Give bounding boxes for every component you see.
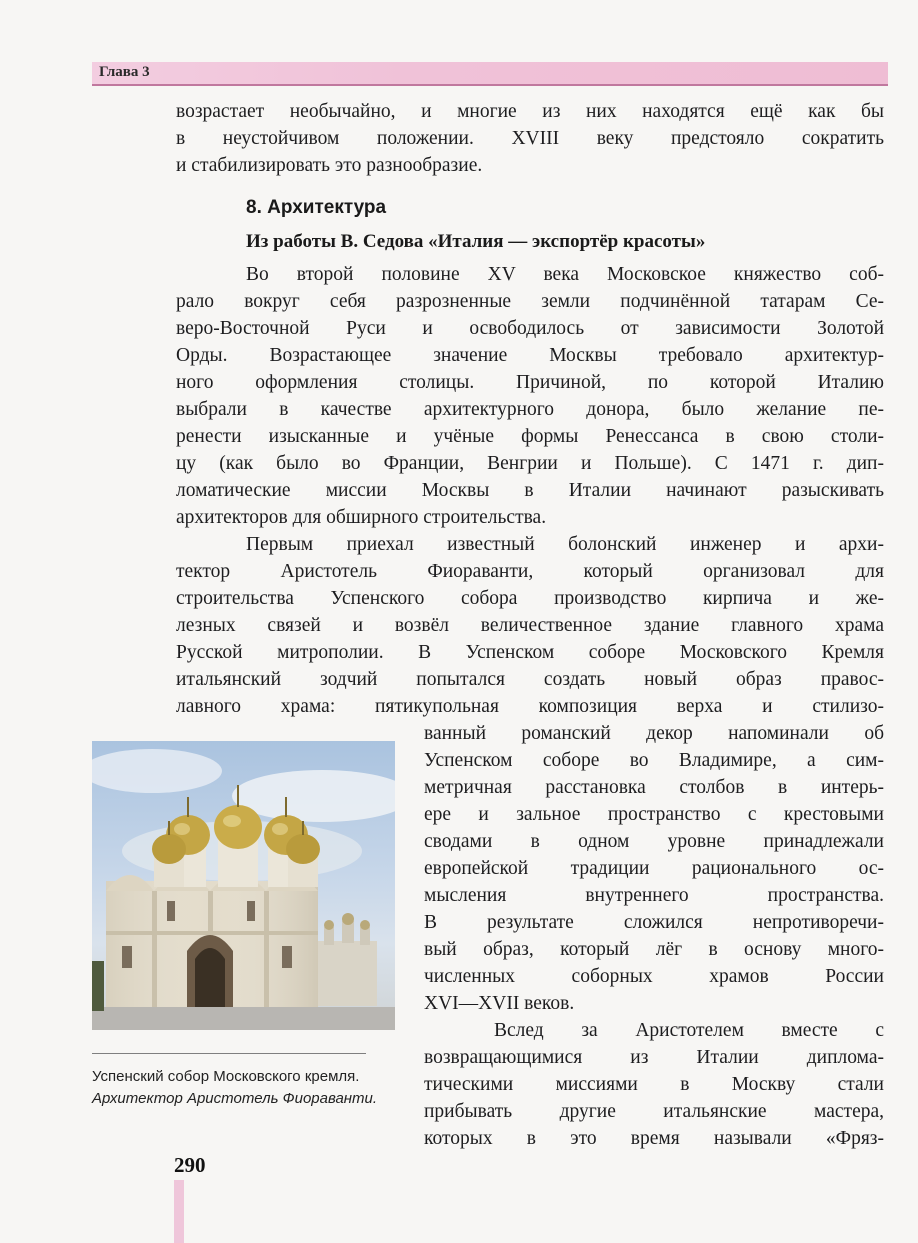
text-line: цу (как было во Франции, Венгрии и Польше). С 1471 г. дип-: [176, 453, 884, 474]
text-line: возвращающимися из Италии диплома-: [424, 1047, 884, 1068]
page-number: 290: [174, 1153, 206, 1177]
caption-italic-text: Архитектор Аристотель Фиораванти.: [92, 1090, 378, 1107]
text-line: вый образ, который лёг в основу много-: [424, 939, 884, 960]
text-line: численных соборных храмов России: [424, 966, 884, 987]
text-line: лезных связей и возвёл величественное здание главного храма: [176, 615, 884, 636]
margin-strip: [174, 1180, 184, 1243]
cathedral-photo: [92, 741, 395, 1030]
text-line: ломатические миссии Москвы в Италии начинают разыскивать: [176, 480, 884, 501]
text-line: тектор Аристотель Фиораванти, который организовал для: [176, 561, 884, 582]
text-line: мысления внутреннего пространства.: [424, 885, 884, 906]
text-line: В результате сложился непротиворечи-: [424, 912, 884, 933]
text-line: Вслед за Аристотелем вместе с: [494, 1020, 884, 1041]
text-line: архитекторов для обширного строительства.: [176, 507, 547, 528]
text-line: ного оформления столицы. Причиной, по которой Италию: [176, 372, 884, 393]
caption-rule: [92, 1053, 366, 1054]
text-line: ванный романский декор напоминали об: [424, 723, 884, 744]
text-line: рало вокруг себя разрозненные земли подчинённой татарам Се-: [176, 291, 884, 312]
text-line: итальянский зодчий попытался создать новый образ правос-: [176, 669, 884, 690]
text-line: и стабилизировать это разнообразие.: [176, 155, 483, 176]
caption-text: Успенский собор Московского кремля.: [92, 1068, 360, 1085]
text-line: Русской митрополии. В Успенском соборе Московского Кремля: [176, 642, 884, 663]
text-line: метричная расстановка столбов в интерь-: [424, 777, 884, 798]
figure-caption: [92, 1066, 392, 1110]
text-line: сводами в одном уровне принадлежали: [424, 831, 884, 852]
text-line: Первым приехал известный болонский инженер и архи-: [246, 534, 884, 555]
text-line: выбрали в качестве архитектурного донора, было желание пе-: [176, 399, 884, 420]
text-line: лавного храма: пятикупольная композиция верха и стилизо-: [176, 696, 884, 717]
text-line: ренести изысканные и учёные формы Ренессанса в свою столи-: [176, 426, 884, 447]
text-line: строительства Успенского собора производство кирпича и же-: [176, 588, 884, 609]
text-line: тическими миссиями в Москву стали: [424, 1074, 884, 1095]
text-line: веро-Восточной Руси и освободилось от зависимости Золотой: [176, 318, 884, 339]
chapter-header-band: [92, 62, 888, 84]
text-line: возрастает необычайно, и многие из них находятся ещё как бы: [176, 101, 884, 122]
text-line: в неустойчивом положении. XVIII веку предстояло сократить: [176, 128, 884, 149]
source-subheading: Из работы В. Седова «Италия — экспортёр красоты»: [246, 231, 706, 252]
text-line: которых в это время называли «Фряз-: [424, 1128, 884, 1149]
chapter-header-rule: [92, 84, 888, 86]
text-line: Во второй половине XV века Московское княжество соб-: [246, 264, 884, 285]
text-line: XVI—XVII веков.: [424, 993, 575, 1014]
text-line: прибывать другие итальянские мастера,: [424, 1101, 884, 1122]
text-line: Успенском соборе во Владимире, а сим-: [424, 750, 884, 771]
text-line: Орды. Возрастающее значение Москвы требовало архитектур-: [176, 345, 884, 366]
text-line: ере и зальное пространство с крестовыми: [424, 804, 884, 825]
chapter-label: Глава 3: [99, 64, 150, 80]
section-heading: 8. Архитектура: [246, 197, 387, 218]
text-line: европейской традиции рационального ос-: [424, 858, 884, 879]
